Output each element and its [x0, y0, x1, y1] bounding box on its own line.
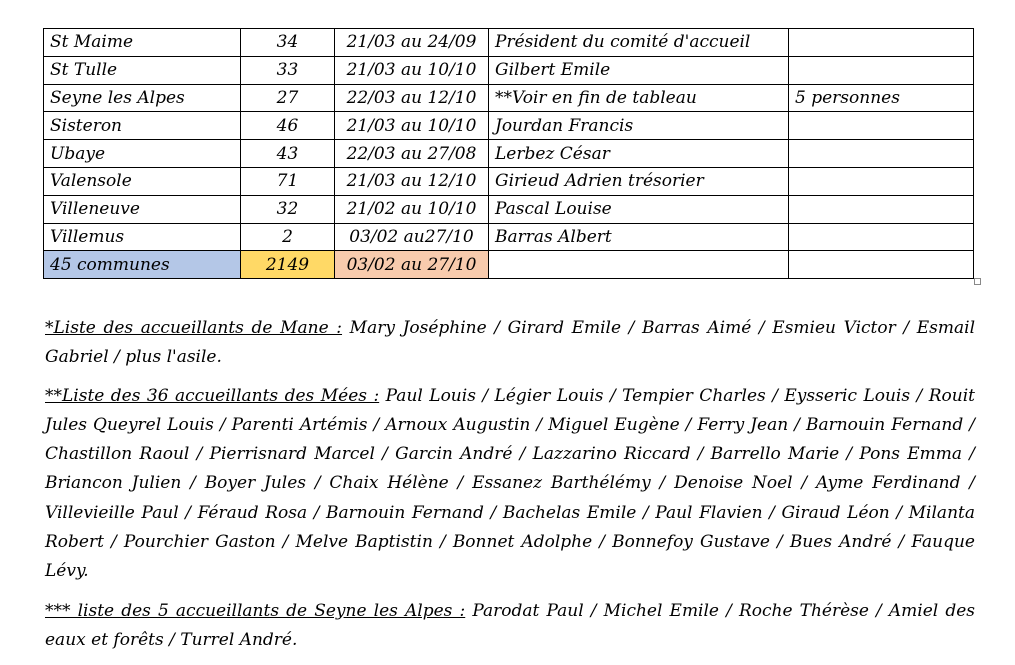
commune-cell: St Tulle [44, 56, 241, 84]
table-resize-handle[interactable] [974, 278, 981, 285]
table-row [44, 84, 974, 112]
contact-cell: Président du comité d'accueil [489, 29, 789, 57]
table-row [44, 167, 974, 195]
total-row [44, 251, 974, 279]
commune-cell: Villemus [44, 223, 241, 251]
dates-cell: 21/03 au 10/10 [335, 56, 489, 84]
count-cell: 46 [241, 112, 335, 140]
contact-cell: Lerbez César [489, 140, 789, 168]
commune-cell: Sisteron [44, 112, 241, 140]
contact-cell: **Voir en fin de tableau [489, 84, 789, 112]
contact-cell: Pascal Louise [489, 195, 789, 223]
commune-cell: Villeneuve [44, 195, 241, 223]
note-cell [789, 112, 974, 140]
total-count-cell: 2149 [241, 251, 335, 279]
table-row [44, 56, 974, 84]
notes-section [45, 314, 975, 665]
dates-cell: 21/03 au 10/10 [335, 112, 489, 140]
count-cell: 27 [241, 84, 335, 112]
commune-cell: St Maime [44, 29, 241, 57]
commune-cell: Valensole [44, 167, 241, 195]
count-cell: 34 [241, 29, 335, 57]
contact-cell: Gilbert Emile [489, 56, 789, 84]
dates-cell: 21/03 au 12/10 [335, 167, 489, 195]
mane-note-text: Mary Joséphine / Girard Emile / Barras Aimé / Esmieu Victor / Esmail Gabriel / plus l'asile. [45, 318, 975, 368]
mane-note [45, 314, 975, 373]
table-row [44, 112, 974, 140]
mees-note-title: **Liste des 36 accueillants des Mées : [45, 385, 380, 406]
total-note-cell [789, 251, 974, 279]
note-cell [789, 223, 974, 251]
seyne-note-title: *** liste des 5 accueillants de Seyne les Alpes : [45, 600, 466, 621]
note-cell [789, 195, 974, 223]
count-cell: 32 [241, 195, 335, 223]
mees-note-text: Paul Louis / Légier Louis / Tempier Charles / Eysseric Louis / Rouit Jules Queyrel Louis / Parenti Artémis / Arnoux Augustin / Miguel Eugène / Ferry Jean / Barnouin Fernand / Chastillon Raoul / Pierrisnard Marcel / Garcin André / Lazzarino Riccard / Barrello Marie / Pons Emma / Briancon Julien / Boyer Jules / Chaix Hélène / Essanez Barthélémy / Denoise Noel / Ayme Ferdinand / Villevieille Paul / Féraud Rosa / Barnouin Fernand / Bachelas Emile / Paul Flavien / Giraud Léon / Milanta Robert / Pourchier Gaston / Melve Baptistin / Bonnet Adolphe / Bonnefoy Gustave / Bues André / Fauque Lévy. [45, 385, 975, 582]
commune-cell: Ubaye [44, 140, 241, 168]
count-cell: 71 [241, 167, 335, 195]
note-cell [789, 167, 974, 195]
seyne-note-text: Parodat Paul / Michel Emile / Roche Thérèse / Amiel des eaux et forêts / Turrel André. [45, 600, 976, 650]
total-contact-cell [489, 251, 789, 279]
total-dates-cell: 03/02 au 27/10 [335, 251, 489, 279]
dates-cell: 03/02 au27/10 [335, 223, 489, 251]
mane-note-title: *Liste des accueillants de Mane : [45, 318, 343, 338]
count-cell: 43 [241, 140, 335, 168]
total-communes-cell: 45 communes [44, 251, 241, 279]
note-cell: 5 personnes [789, 84, 974, 112]
note-cell [789, 29, 974, 57]
mees-note [45, 382, 975, 587]
commune-cell: Seyne les Alpes [44, 84, 241, 112]
dates-cell: 21/02 au 10/10 [335, 195, 489, 223]
table-row [44, 223, 974, 251]
table-row [44, 195, 974, 223]
contact-cell: Barras Albert [489, 223, 789, 251]
dates-cell: 21/03 au 24/09 [335, 29, 489, 57]
seyne-note [45, 597, 975, 656]
note-cell [789, 56, 974, 84]
table-row [44, 140, 974, 168]
communes-table [43, 28, 974, 279]
table-row [44, 29, 974, 57]
table-body [44, 29, 974, 279]
contact-cell: Girieud Adrien trésorier [489, 167, 789, 195]
count-cell: 2 [241, 223, 335, 251]
dates-cell: 22/03 au 12/10 [335, 84, 489, 112]
count-cell: 33 [241, 56, 335, 84]
contact-cell: Jourdan Francis [489, 112, 789, 140]
note-cell [789, 140, 974, 168]
dates-cell: 22/03 au 27/08 [335, 140, 489, 168]
